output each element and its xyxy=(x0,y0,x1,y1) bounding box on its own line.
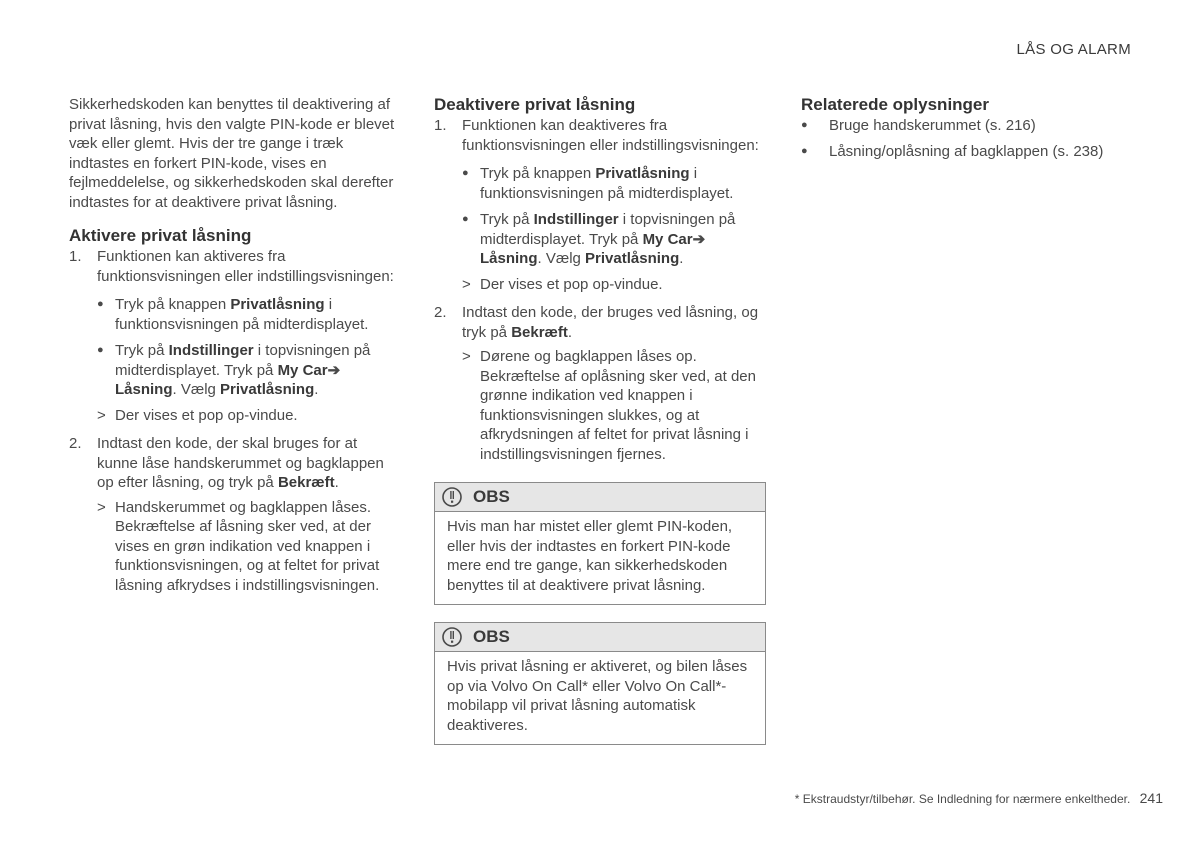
result-item xyxy=(462,347,766,464)
note-title: OBS xyxy=(473,487,510,506)
heading-activate: Aktivere privat låsning xyxy=(69,226,252,245)
step-text: Funktionen kan deaktiveres fra funktionsvisningen eller indstillingsvisningen: xyxy=(462,117,759,154)
ui-label-privatlasning: Privatlåsning xyxy=(220,381,315,398)
section-title: LÅS OG ALARM xyxy=(1016,41,1131,58)
page-number: 241 xyxy=(1139,790,1163,806)
result-text: Der vises et pop op-vindue. xyxy=(480,275,663,293)
intro-paragraph: Sikkerhedskoden kan benyttes til deaktivering af privat låsning, hvis den valgte PIN-kode er blevet væk eller glemt. Hvis der tre gange i træk indtastes en forkert PIN-kode, vises en fejlmeddelelse, og sikkerhedskoden skal derefter indtastes for at deaktivere privat låsning. xyxy=(69,96,395,211)
ui-label-indstillinger: Indstillinger xyxy=(168,342,254,359)
text: Tryk på xyxy=(115,342,169,359)
step-text: Indtast den kode, der bruges ved låsning, og tryk på xyxy=(462,304,759,341)
text: i topvisningen på midterdisplayet. Tryk på xyxy=(480,211,736,248)
ui-label-indstillinger: Indstillinger xyxy=(533,211,619,228)
arrow-right-icon: ➔ xyxy=(327,361,341,379)
text: i topvisningen på midterdisplayet. Tryk på xyxy=(115,342,371,379)
result-marker: > xyxy=(97,498,106,516)
related-link-handskerum[interactable]: Bruge handskerummet (s. 216) xyxy=(829,117,1036,134)
step-text: Indtast den kode, der skal bruges for at kunne låse handskerummet og bagklappen op efter låsning, og tryk på xyxy=(97,435,384,491)
note-text: Hvis man har mistet eller glemt PIN-koden, eller hvis der indtastes en forkert PIN-kode mere end tre gange, kan sikkerhedskoden benyttes til at deaktivere privat låsning. xyxy=(447,518,733,594)
ui-label-bekraeft: Bekræft xyxy=(277,474,335,491)
text: i funktionsvisningen på midterdisplayet. xyxy=(115,296,369,333)
ui-label-bekraeft: Bekræft xyxy=(511,323,568,341)
related-link-bagklappen[interactable]: Låsning/oplåsning af bagklappen (s. 238) xyxy=(829,142,1104,160)
text: . Vælg xyxy=(537,250,586,267)
result-text: Handskerummet og bagklappen låses. Bekræftelse af låsning sker ved, at der vises en grøn indikation ved knappen i funktionsvisningen, og at feltet for privat låsning afkrydses i indstillingsvisningen. xyxy=(115,498,380,594)
note-header xyxy=(435,483,765,512)
step-1 xyxy=(69,247,399,425)
related-item[interactable] xyxy=(801,116,1131,136)
list-item xyxy=(97,295,399,334)
bullet-icon: ● xyxy=(462,167,469,179)
note-title: OBS xyxy=(473,627,510,646)
ui-label-lasning: Låsning xyxy=(480,250,538,267)
text: Tryk på knappen xyxy=(115,296,231,313)
text: . xyxy=(334,474,339,491)
ui-label-privatlasning: Privatlåsning xyxy=(595,165,690,182)
bullet-icon: ● xyxy=(801,144,808,157)
result-marker: > xyxy=(462,275,471,293)
bullet-icon: ● xyxy=(462,213,469,225)
step-number: 2. xyxy=(434,304,447,321)
ui-label-my-car: My Car xyxy=(277,361,328,379)
bullet-icon: ● xyxy=(97,344,104,356)
text: Tryk på xyxy=(480,211,534,228)
text: . Vælg xyxy=(172,381,221,398)
step-2 xyxy=(434,303,766,464)
note-box xyxy=(434,482,766,605)
text: i funktionsvisningen på midterdisplayet. xyxy=(480,165,734,202)
heading-deactivate: Deaktivere privat låsning xyxy=(434,95,636,114)
ui-label-lasning: Låsning xyxy=(115,381,173,398)
step-2 xyxy=(69,434,399,595)
info-icon xyxy=(441,486,463,508)
list-item xyxy=(462,210,766,269)
heading-related: Relaterede oplysninger xyxy=(801,95,990,114)
list-item xyxy=(462,164,766,203)
step-text: Funktionen kan aktiveres fra funktionsvisningen eller indstillingsvisningen: xyxy=(97,248,394,285)
column-deactivate xyxy=(434,94,766,745)
result-item xyxy=(97,406,399,426)
text: . xyxy=(314,381,319,398)
text: . xyxy=(567,323,573,341)
footer xyxy=(795,790,1163,806)
bullet-icon: ● xyxy=(801,119,808,131)
related-info xyxy=(801,94,1131,161)
text: Tryk på knappen xyxy=(480,165,596,182)
info-icon xyxy=(441,626,463,648)
step-number: 1. xyxy=(434,117,447,134)
arrow-right-icon: ➔ xyxy=(692,230,706,248)
result-marker: > xyxy=(462,348,471,365)
ui-label-my-car: My Car xyxy=(642,230,693,248)
bullet-icon: ● xyxy=(97,298,104,310)
note-header xyxy=(435,623,765,652)
column-activate xyxy=(69,94,399,595)
ui-label-privatlasning: Privatlåsning xyxy=(585,250,680,267)
step-1 xyxy=(434,116,766,294)
note-box xyxy=(434,622,766,745)
result-text: Dørene og bagklappen låses op. Bekræftelse af oplåsning sker ved, at den grønne indikation ved knappen i funktionsvisningen slukkes, og at afkrydsningen af feltet for privat låsning i indstillingsvisningen fjernes. xyxy=(480,348,756,463)
note-text: Hvis privat låsning er aktiveret, og bilen låses op via Volvo On Call* eller Volvo On Call*-mobilapp vil privat låsning automatisk deaktiveres. xyxy=(447,658,748,734)
ui-label-privatlasning: Privatlåsning xyxy=(230,296,325,313)
result-item xyxy=(462,275,766,295)
step-number: 2. xyxy=(69,435,82,452)
text: . xyxy=(679,250,684,267)
list-item xyxy=(97,341,399,400)
result-item xyxy=(97,498,399,596)
related-item[interactable] xyxy=(801,142,1131,162)
step-number: 1. xyxy=(69,248,82,265)
result-text: Der vises et pop op-vindue. xyxy=(115,406,298,424)
result-marker: > xyxy=(97,406,106,424)
footnote: * Ekstraudstyr/tilbehør. Se Indledning for nærmere enkeltheder. xyxy=(794,792,1131,806)
